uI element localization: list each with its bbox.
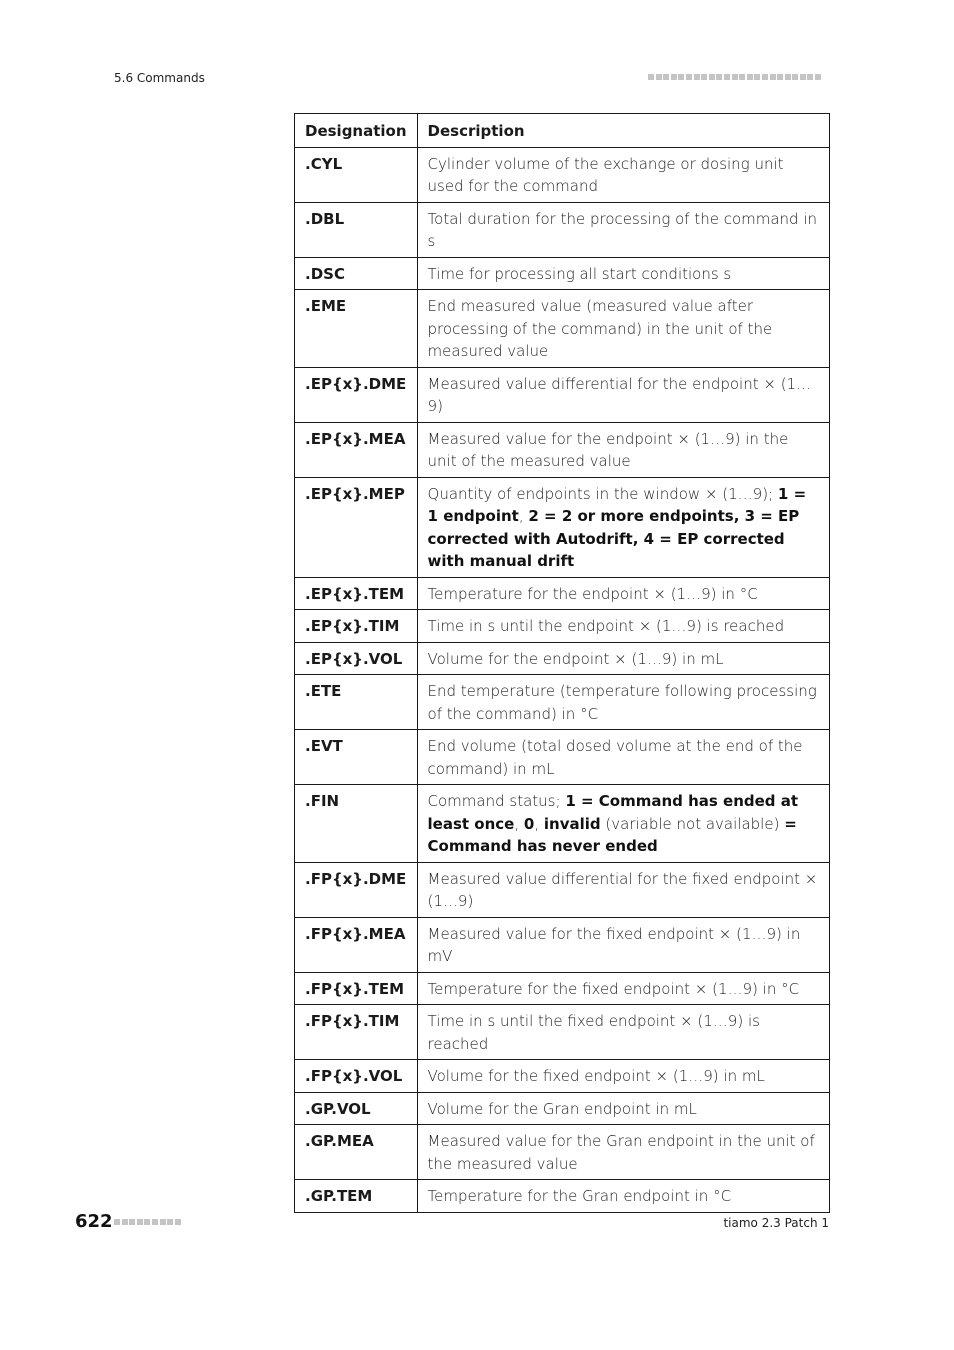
description-cell	[417, 257, 829, 290]
table-row	[295, 675, 830, 730]
description-text: ,	[534, 814, 544, 833]
description-bold-text: invalid	[543, 814, 601, 833]
description-cell	[417, 1180, 829, 1213]
decorative-dot	[678, 74, 684, 80]
decorative-dot	[663, 74, 669, 80]
description-cell	[417, 290, 829, 368]
description-cell	[417, 972, 829, 1005]
description-cell	[417, 422, 829, 477]
description-text: Command status;	[427, 792, 566, 810]
designation-cell: .EVT	[295, 730, 418, 785]
description-text: Measured value for the endpoint × (1…9) in the unit of the measured value	[427, 429, 789, 470]
description-cell	[417, 785, 829, 863]
description-bold-text: 1 = Command has ended at least once	[427, 792, 799, 833]
description-text: Volume for the fixed endpoint × (1…9) in mL	[427, 1067, 765, 1085]
table-row	[295, 642, 830, 675]
designation-cell: .EME	[295, 290, 418, 368]
decorative-dot	[800, 74, 806, 80]
description-cell	[417, 1125, 829, 1180]
description-cell	[417, 1060, 829, 1093]
description-text: Volume for the Gran endpoint in mL	[427, 1099, 697, 1118]
decorative-dot	[160, 1219, 166, 1225]
designation-cell: .DBL	[295, 202, 418, 257]
decorative-dot	[686, 74, 692, 80]
page-number: 622	[75, 1211, 113, 1232]
table-row	[295, 290, 830, 368]
description-cell	[417, 577, 829, 610]
description-text: Total duration for the processing of the command in s	[427, 209, 818, 250]
designation-cell: .EP{x}.DME	[295, 367, 418, 422]
decorative-dot	[785, 74, 791, 80]
designation-cell: .FIN	[295, 785, 418, 863]
description-text: Cylinder volume of the exchange or dosing unit used for the command	[427, 154, 784, 195]
column-header-description: Description	[417, 114, 829, 148]
table-row	[295, 1092, 830, 1125]
designation-cell: .EP{x}.TIM	[295, 610, 418, 643]
table-row	[295, 1060, 830, 1093]
designation-cell: .FP{x}.TIM	[295, 1005, 418, 1060]
table-row	[295, 610, 830, 643]
description-bold-text: = Command has never ended	[427, 814, 797, 855]
designation-cell: .ETE	[295, 675, 418, 730]
designation-cell: .EP{x}.MEP	[295, 477, 418, 577]
decorative-dot	[770, 74, 776, 80]
description-text: End volume (total dosed volume at the end of the command) in mL	[427, 737, 803, 778]
description-cell	[417, 147, 829, 202]
decorative-dot	[716, 74, 722, 80]
description-text: Temperature for the fixed endpoint × (1…9) in °C	[427, 979, 800, 998]
description-text: Measured value for the fixed endpoint × (1…9) in mV	[427, 924, 801, 965]
decorative-dot	[777, 74, 783, 80]
description-text: Measured value for the Gran endpoint in the unit of the measured value	[427, 1132, 815, 1173]
decorative-dot	[144, 1219, 150, 1225]
description-bold-text: 2 = 2 or more endpoints, 3 = EP corrected with Autodrift, 4 = EP corrected with manual drift	[427, 507, 800, 570]
description-text: End measured value (measured value after processing of the command) in the unit of the measured value	[427, 297, 773, 360]
running-header-section: 5.6 Commands	[114, 71, 205, 85]
decorative-dot	[694, 74, 700, 80]
command-variables-table	[294, 113, 830, 1213]
decorative-dot	[815, 74, 821, 80]
designation-cell: .FP{x}.TEM	[295, 972, 418, 1005]
table-row	[295, 785, 830, 863]
decorative-dot	[701, 74, 707, 80]
table-row	[295, 1005, 830, 1060]
decorative-dot	[648, 74, 654, 80]
decorative-dot	[114, 1219, 120, 1225]
description-text: Temperature for the Gran endpoint in °C	[427, 1187, 732, 1205]
description-cell	[417, 675, 829, 730]
description-bold-text: 0	[523, 814, 535, 833]
description-text: Time for processing all start conditions s	[427, 264, 732, 283]
decorative-dot	[724, 74, 730, 80]
designation-cell: .EP{x}.MEA	[295, 422, 418, 477]
description-text: Measured value differential for the fixed endpoint × (1…9)	[427, 869, 818, 910]
table-row	[295, 862, 830, 917]
designation-cell: .EP{x}.TEM	[295, 577, 418, 610]
description-text: Quantity of endpoints in the window × (1…9);	[427, 484, 778, 503]
designation-cell: .EP{x}.VOL	[295, 642, 418, 675]
decorative-dot	[656, 74, 662, 80]
description-text: End temperature (temperature following processing of the command) in °C	[427, 682, 817, 723]
description-text: Temperature for the endpoint × (1…9) in °C	[427, 584, 758, 603]
description-cell	[417, 367, 829, 422]
decorative-dot	[754, 74, 760, 80]
column-header-designation: Designation	[295, 114, 418, 148]
table-row	[295, 1125, 830, 1180]
designation-cell: .DSC	[295, 257, 418, 290]
description-text: Time in s until the endpoint × (1…9) is reached	[427, 617, 785, 635]
designation-cell: .GP.TEM	[295, 1180, 418, 1213]
footer-decorative-dots	[114, 1217, 181, 1225]
table-row	[295, 1180, 830, 1213]
table-row	[295, 422, 830, 477]
table-row	[295, 147, 830, 202]
decorative-dot	[747, 74, 753, 80]
description-cell	[417, 610, 829, 643]
description-text: ,	[518, 507, 529, 525]
decorative-dot	[175, 1219, 181, 1225]
designation-cell: .GP.MEA	[295, 1125, 418, 1180]
table-row	[295, 972, 830, 1005]
description-text: ,	[514, 814, 524, 833]
description-text: Measured value differential for the endpoint × (1…9)	[427, 374, 812, 415]
decorative-dot	[671, 74, 677, 80]
header-decorative-dots	[648, 72, 830, 82]
decorative-dot	[709, 74, 715, 80]
table-row	[295, 477, 830, 577]
table-row	[295, 730, 830, 785]
decorative-dot	[137, 1219, 143, 1225]
description-cell	[417, 1092, 829, 1125]
decorative-dot	[129, 1219, 135, 1225]
decorative-dot	[732, 74, 738, 80]
description-cell	[417, 1005, 829, 1060]
description-text: Volume for the endpoint × (1…9) in mL	[427, 649, 724, 668]
description-cell	[417, 917, 829, 972]
decorative-dot	[152, 1219, 158, 1225]
footer-product-name: tiamo 2.3 Patch 1	[723, 1216, 829, 1230]
designation-cell: .FP{x}.VOL	[295, 1060, 418, 1093]
designation-cell: .FP{x}.MEA	[295, 917, 418, 972]
description-cell	[417, 730, 829, 785]
table-row	[295, 367, 830, 422]
table-row	[295, 202, 830, 257]
table-row	[295, 257, 830, 290]
table-row	[295, 917, 830, 972]
description-cell	[417, 477, 829, 577]
description-text: Time in s until the fixed endpoint × (1…9) is reached	[427, 1012, 760, 1053]
description-cell	[417, 642, 829, 675]
table-body	[295, 147, 830, 1212]
description-bold-text: 1 = 1 endpoint	[427, 484, 807, 525]
decorative-dot	[792, 74, 798, 80]
designation-cell: .CYL	[295, 147, 418, 202]
description-cell	[417, 862, 829, 917]
decorative-dot	[762, 74, 768, 80]
decorative-dot	[122, 1219, 128, 1225]
description-cell	[417, 202, 829, 257]
table-row	[295, 577, 830, 610]
table-header-row	[295, 114, 830, 148]
description-text: (variable not available)	[600, 814, 785, 833]
designation-cell: .GP.VOL	[295, 1092, 418, 1125]
decorative-dot	[167, 1219, 173, 1225]
decorative-dot	[807, 74, 813, 80]
designation-cell: .FP{x}.DME	[295, 862, 418, 917]
decorative-dot	[739, 74, 745, 80]
